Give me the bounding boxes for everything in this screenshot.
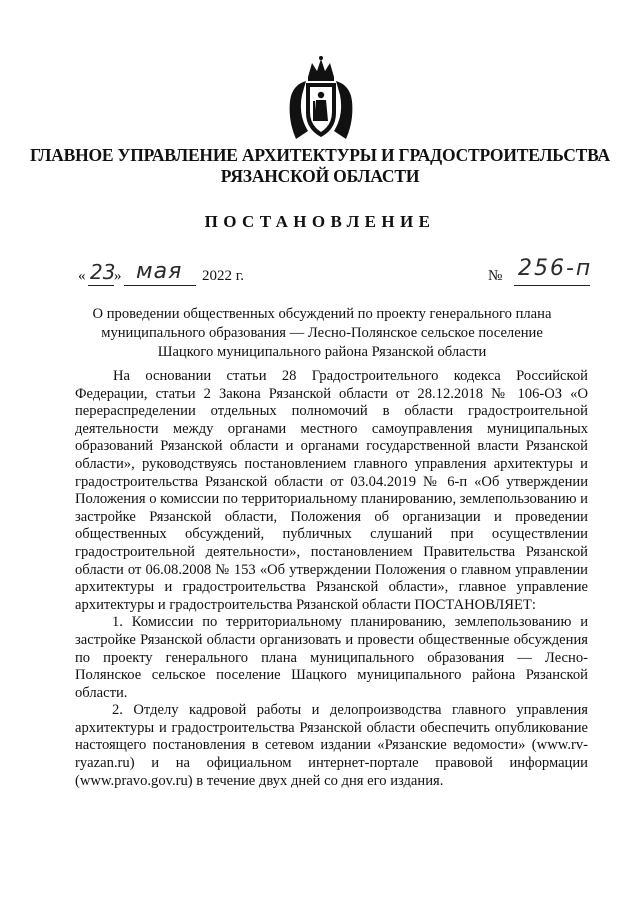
document-type-title: ПОСТАНОВЛЕНИЕ bbox=[204, 212, 436, 231]
day-underline bbox=[88, 285, 114, 286]
resolution-item-2: 2. Отделу кадровой работы и делопроизводства главного управления архитектуры и градостроительства Рязанской области обеспечить опубликование настоящего постановления в сетевом издании «Рязанские ведомости» (www.rv-ryazan.ru) и на официальном интернет-портале правовой информации (www.pravo.gov.ru) в течение двух дней со дня его издания. bbox=[75, 702, 588, 789]
date-year: 2022 г. bbox=[202, 268, 244, 284]
document-number-handwritten: 256-п bbox=[518, 256, 593, 281]
organization-name-line1: ГЛАВНОЕ УПРАВЛЕНИЕ АРХИТЕКТУРЫ И ГРАДОСТРОИТЕЛЬСТВА bbox=[30, 145, 610, 165]
date-close-quote: » bbox=[114, 268, 122, 284]
subject-line-2: муниципального образования — Лесно-Полянское сельское поселение bbox=[101, 325, 543, 341]
number-sign: № bbox=[488, 268, 503, 284]
date-open-quote: « bbox=[78, 268, 86, 284]
date-number-row bbox=[78, 256, 598, 292]
month-underline bbox=[124, 285, 196, 286]
date-month-handwritten: мая bbox=[136, 259, 183, 284]
date-day-handwritten: 23 bbox=[90, 260, 116, 284]
resolution-item-1: 1. Комиссии по территориальному планированию, землепользованию и застройке Рязанской области организовать и провести общественные обсуждения по проекту генерального плана муниципального образования — Лесно-Полянское сельское поселение Шацкого муниципального района Рязанской области. bbox=[75, 614, 588, 701]
subject-line-3: Шацкого муниципального района Рязанской области bbox=[157, 344, 487, 360]
document-subject bbox=[72, 305, 572, 362]
number-underline bbox=[514, 285, 590, 286]
coat-of-arms-icon bbox=[286, 55, 356, 145]
document-body bbox=[75, 368, 588, 790]
subject-line-1: О проведении общественных обсуждений по проекту генерального плана bbox=[92, 306, 552, 322]
organization-name-line2: РЯЗАНСКОЙ ОБЛАСТИ bbox=[220, 166, 420, 186]
preamble-paragraph: На основании статьи 28 Градостроительного кодекса Российской Федерации, статьи 2 Закона Рязанской области от 28.12.2018 № 106-ОЗ «О перераспределении отдельных полномочий в области градостроительной деятельности между органами местного самоуправления муниципальных образований Рязанской области и органами государственной власти Рязанской области», руководствуясь постановлением главного управления архитектуры и градостроительства Рязанской области от 03.04.2019 № 6-п «Об утверждении Положения о комиссии по территориальному планированию, землепользованию и застройке Рязанской области, Положения об организации и проведении общественных обсуждений, публичных слушаний при осуществлении градостроительной деятельности», постановлением Правительства Рязанской области от 06.08.2008 № 153 «Об утверждении Положения о главном управлении архитектуры и градостроительства Рязанской области», главное управление архитектуры и градостроительства Рязанской области ПОСТАНОВЛЯЕТ: bbox=[75, 368, 588, 613]
